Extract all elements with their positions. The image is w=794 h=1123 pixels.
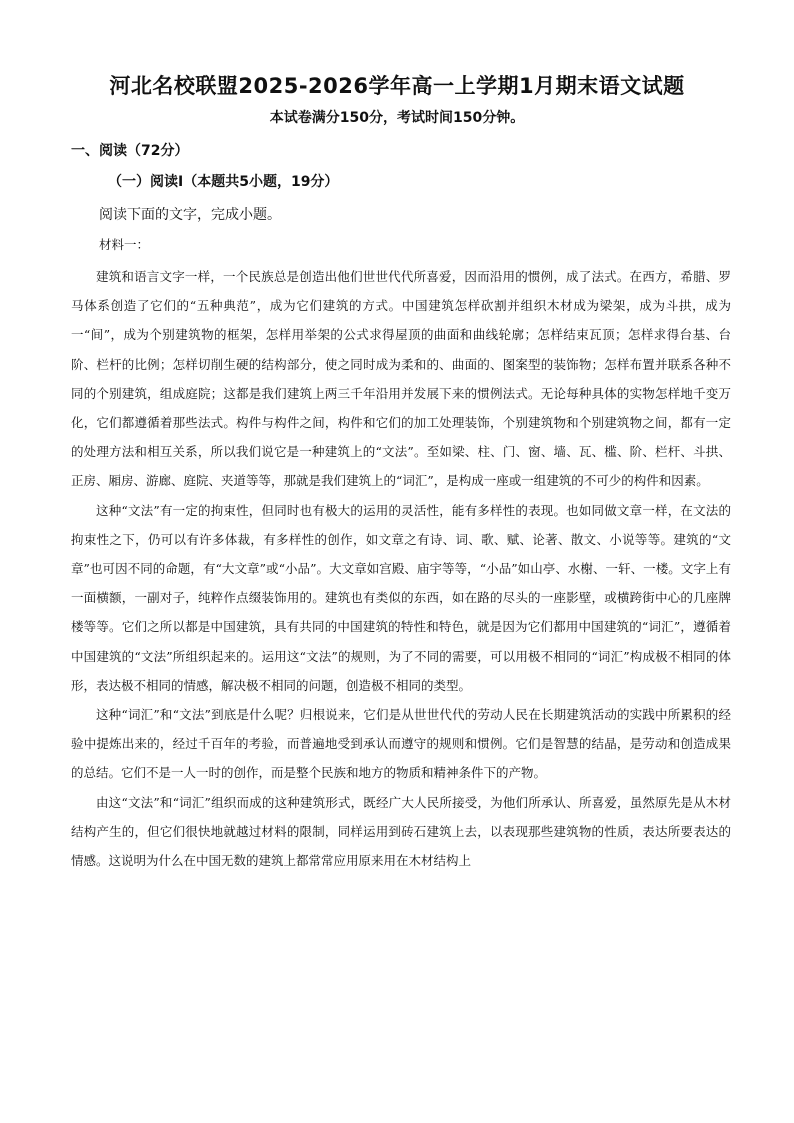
material-label: 材料一： xyxy=(99,237,150,252)
paragraph: 建筑和语言文字一样，一个民族总是创造出他们世世代代所喜爱，因而沿用的惯例，成了法式。在西方，希腊、罗马体系创造了它们的“五种典范”，成为它们建筑的方式。中国建筑怎样砍割并组织木材成为梁架，成为斗拱，成为一“间”，成为个别建筑物的框架，怎样用举架的公式求得屋顶的曲面和曲线轮廓；怎样结束瓦顶；怎样求得台基、台阶、栏杆的比例；怎样切削生硬的结构部分，使之同时成为柔和的、曲面的、图案型的装饰物；怎样布置并联系各种不同的个别建筑，组成庭院；这都是我们建筑上两三千年沿用并发展下来的惯例法式。无论每种具体的实物怎样地千变万化，它们都遵循着那些法式。构件与构件之间，构件和它们的加工处理装饰，个别建筑物和个别建筑物之间，都有一定的处理方法和相互关系，所以我们说它是一种建筑上的“文法”。至如梁、柱、门、窗、墙、瓦、槛、阶、栏杆、斗拱、正房、厢房、游廊、庭院、夹道等等，那就是我们建筑上的“词汇”，是构成一座或一组建筑的不可少的构件和因素。 xyxy=(71,269,731,489)
paragraph: 这种“词汇”和“文法”到底是什么呢？归根说来，它们是从世世代代的劳动人民在长期建筑活动的实践中所累积的经验中提炼出来的，经过千百年的考验，而普遍地受到承认而遵守的规则和惯例。它们是智慧的结晶，是劳动和创造成果的总结。它们不是一人一时的创作，而是整个民族和地方的物质和精神条件下的产物。 xyxy=(71,707,731,781)
passage-body xyxy=(71,262,731,875)
paragraph: 由这“文法”和“词汇”组织而成的这种建筑形式，既经广大人民所接受，为他们所承认、所喜爱，虽然原先是从木材结构产生的，但它们很快地就越过材料的限制，同样运用到砖石建筑上去，以表现那些建筑物的性质，表达所要表达的情感。这说明为什么在中国无数的建筑上都常常应用原来用在木材结构上 xyxy=(71,794,731,869)
section-heading: 一、阅读（72分） xyxy=(71,143,189,159)
paragraph: 这种“文法”有一定的拘束性，但同时也有极大的运用的灵活性，能有多样性的表现。也如同做文章一样，在文法的拘束性之下，仍可以有许多体裁，有多样性的创作，如文章之有诗、词、歌、赋、论著、散文、小说等等。建筑的“文章”也可因不同的命题，有“大文章”或“小品”。大文章如宫殿、庙宇等等，“小品”如山亭、水榭、一轩、一楼。文字上有一面横额，一副对子，纯粹作点缀装饰用的。建筑也有类似的东西，如在路的尽头的一座影壁，或横跨街中心的几座牌楼等等。它们之所以都是中国建筑，具有共同的中国建筑的特性和特色，就是因为它们都用中国建筑的“词汇”，遵循着中国建筑的“文法”所组织起来的。运用这“文法”的规则，为了不同的需要，可以用极不相同的“词汇”构成极不相同的体形，表达极不相同的情感，解决极不相同的问题，创造极不相同的类型。 xyxy=(71,502,731,693)
subsection-heading: （一）阅读Ⅰ（本题共5小题，19分） xyxy=(108,174,339,190)
document-title: 河北名校联盟2025-2026学年高一上学期1月期末语文试题 xyxy=(109,74,685,98)
exam-info: 本试卷满分150分，考试时间150分钟。 xyxy=(269,110,525,126)
reading-instruction: 阅读下面的文字，完成小题。 xyxy=(99,207,281,223)
